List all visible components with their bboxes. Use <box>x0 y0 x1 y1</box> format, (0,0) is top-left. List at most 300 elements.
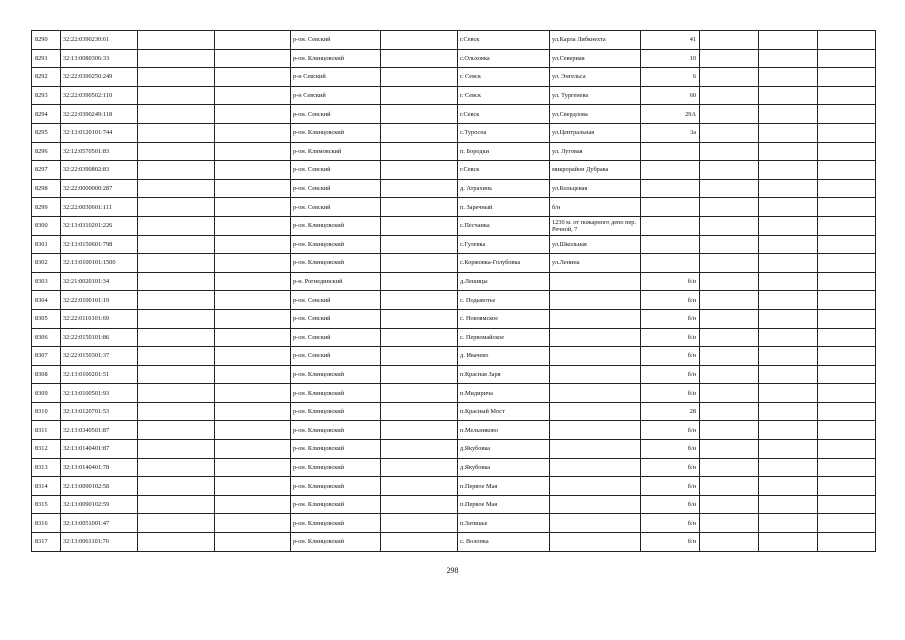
empty-cell <box>759 86 818 105</box>
empty-cell <box>215 533 291 552</box>
district-cell: р-он. Клинцовский <box>291 440 381 459</box>
empty-cell <box>138 179 215 198</box>
district-cell: р-он. Клинцовский <box>291 49 381 68</box>
empty-cell <box>700 161 759 180</box>
empty-cell <box>700 105 759 124</box>
registry-table <box>31 30 876 552</box>
empty-cell <box>381 347 458 366</box>
district-cell: р-он. Клинцовский <box>291 533 381 552</box>
table-row <box>32 142 876 161</box>
empty-cell <box>381 365 458 384</box>
empty-cell <box>818 402 876 421</box>
locality-cell: г.Севск <box>458 161 550 180</box>
empty-cell <box>759 68 818 87</box>
row-number: 8314 <box>32 477 61 496</box>
cadastral-number: 32:22:0390250:249 <box>61 68 138 87</box>
empty-cell <box>138 384 215 403</box>
cadastral-number: 32:22:0030601:111 <box>61 198 138 217</box>
empty-cell <box>381 105 458 124</box>
table-row <box>32 514 876 533</box>
empty-cell <box>759 291 818 310</box>
empty-cell <box>759 402 818 421</box>
district-cell: р-он. Клинцовский <box>291 495 381 514</box>
empty-cell <box>700 179 759 198</box>
empty-cell <box>138 402 215 421</box>
empty-cell <box>759 216 818 235</box>
street-cell <box>550 384 641 403</box>
street-cell: микрорайон Дубрава <box>550 161 641 180</box>
empty-cell <box>700 86 759 105</box>
row-number: 8311 <box>32 421 61 440</box>
district-cell: р-н. Рогнединский <box>291 272 381 291</box>
empty-cell <box>700 514 759 533</box>
locality-cell: с. Первомайское <box>458 328 550 347</box>
empty-cell <box>700 347 759 366</box>
table-row <box>32 235 876 254</box>
empty-cell <box>138 235 215 254</box>
street-cell: ул. Энгельса <box>550 68 641 87</box>
cadastral-number: 32:13:0100201:51 <box>61 365 138 384</box>
row-number: 8306 <box>32 328 61 347</box>
empty-cell <box>818 309 876 328</box>
house-cell: 29А <box>641 105 700 124</box>
empty-cell <box>215 421 291 440</box>
empty-cell <box>759 161 818 180</box>
empty-cell <box>215 142 291 161</box>
empty-cell <box>700 31 759 50</box>
table-row <box>32 86 876 105</box>
empty-cell <box>381 533 458 552</box>
empty-cell <box>138 495 215 514</box>
empty-cell <box>381 421 458 440</box>
house-cell: 10 <box>641 49 700 68</box>
empty-cell <box>381 161 458 180</box>
street-cell: ул.Центральная <box>550 123 641 142</box>
empty-cell <box>818 272 876 291</box>
district-cell: р-он. Севский <box>291 328 381 347</box>
house-cell: б/н <box>641 384 700 403</box>
cadastral-number: 32:13:0090102:59 <box>61 495 138 514</box>
house-cell: б/н <box>641 533 700 552</box>
empty-cell <box>138 365 215 384</box>
district-cell: р-он. Клинцовский <box>291 216 381 235</box>
street-cell <box>550 495 641 514</box>
empty-cell <box>818 198 876 217</box>
row-number: 8302 <box>32 254 61 273</box>
empty-cell <box>759 179 818 198</box>
row-number: 8295 <box>32 123 61 142</box>
locality-cell: п.Красная Заря <box>458 365 550 384</box>
empty-cell <box>818 142 876 161</box>
empty-cell <box>381 68 458 87</box>
locality-cell: с. Волопка <box>458 533 550 552</box>
table-row <box>32 254 876 273</box>
empty-cell <box>381 495 458 514</box>
locality-cell: п.Затишье <box>458 514 550 533</box>
row-number: 8297 <box>32 161 61 180</box>
street-cell <box>550 421 641 440</box>
empty-cell <box>381 216 458 235</box>
empty-cell <box>381 291 458 310</box>
empty-cell <box>381 49 458 68</box>
district-cell: р-он. Клинцовский <box>291 365 381 384</box>
empty-cell <box>215 49 291 68</box>
empty-cell <box>818 347 876 366</box>
empty-cell <box>381 272 458 291</box>
locality-cell: д.Лешицы <box>458 272 550 291</box>
district-cell: р-он. Севский <box>291 198 381 217</box>
empty-cell <box>215 235 291 254</box>
house-cell: 3а <box>641 123 700 142</box>
cadastral-number: 32:22:0100101:19 <box>61 291 138 310</box>
empty-cell <box>215 123 291 142</box>
empty-cell <box>818 440 876 459</box>
empty-cell <box>215 440 291 459</box>
district-cell: р-он. Севский <box>291 161 381 180</box>
locality-cell: г.Севск <box>458 31 550 50</box>
street-cell <box>550 347 641 366</box>
empty-cell <box>818 291 876 310</box>
empty-cell <box>138 440 215 459</box>
district-cell: р-он. Севский <box>291 105 381 124</box>
table-row <box>32 68 876 87</box>
table-row <box>32 179 876 198</box>
street-cell <box>550 477 641 496</box>
house-cell <box>641 254 700 273</box>
row-number: 8313 <box>32 458 61 477</box>
empty-cell <box>818 161 876 180</box>
empty-cell <box>138 31 215 50</box>
empty-cell <box>381 123 458 142</box>
table-row <box>32 458 876 477</box>
locality-cell: с.Песчанка <box>458 216 550 235</box>
house-cell: б/н <box>641 514 700 533</box>
empty-cell <box>215 384 291 403</box>
row-number: 8312 <box>32 440 61 459</box>
empty-cell <box>759 440 818 459</box>
empty-cell <box>700 495 759 514</box>
empty-cell <box>759 421 818 440</box>
empty-cell <box>381 477 458 496</box>
street-cell <box>550 365 641 384</box>
street-cell <box>550 402 641 421</box>
empty-cell <box>138 216 215 235</box>
empty-cell <box>759 514 818 533</box>
empty-cell <box>700 68 759 87</box>
empty-cell <box>138 347 215 366</box>
district-cell: р-он. Севский <box>291 347 381 366</box>
table-row <box>32 105 876 124</box>
street-cell <box>550 533 641 552</box>
house-cell <box>641 142 700 161</box>
empty-cell <box>215 68 291 87</box>
cadastral-number: 32:21:0020101:34 <box>61 272 138 291</box>
district-cell: р-он. Клинцовский <box>291 514 381 533</box>
table-row <box>32 495 876 514</box>
locality-cell: д. Ивачево <box>458 347 550 366</box>
empty-cell <box>818 365 876 384</box>
empty-cell <box>759 123 818 142</box>
empty-cell <box>759 198 818 217</box>
house-cell: б/н <box>641 291 700 310</box>
empty-cell <box>215 31 291 50</box>
empty-cell <box>215 216 291 235</box>
empty-cell <box>759 142 818 161</box>
house-cell: 28 <box>641 402 700 421</box>
house-cell: 41 <box>641 31 700 50</box>
district-cell: р-он. Клинцовский <box>291 477 381 496</box>
street-cell: ул.Свердлова <box>550 105 641 124</box>
locality-cell: п. Заречный <box>458 198 550 217</box>
empty-cell <box>818 477 876 496</box>
empty-cell <box>700 254 759 273</box>
empty-cell <box>818 123 876 142</box>
empty-cell <box>700 458 759 477</box>
empty-cell <box>215 477 291 496</box>
empty-cell <box>818 495 876 514</box>
table-row <box>32 31 876 50</box>
empty-cell <box>700 49 759 68</box>
empty-cell <box>381 402 458 421</box>
street-cell: ул.Северная <box>550 49 641 68</box>
empty-cell <box>818 31 876 50</box>
empty-cell <box>818 179 876 198</box>
empty-cell <box>818 68 876 87</box>
street-cell <box>550 458 641 477</box>
street-cell <box>550 309 641 328</box>
empty-cell <box>215 179 291 198</box>
table-row <box>32 216 876 235</box>
empty-cell <box>138 105 215 124</box>
empty-cell <box>381 142 458 161</box>
empty-cell <box>700 421 759 440</box>
street-cell <box>550 328 641 347</box>
cadastral-number: 32:22:0390802:83 <box>61 161 138 180</box>
cadastral-number: 32:13:0090102:58 <box>61 477 138 496</box>
table-row <box>32 123 876 142</box>
district-cell: р-он. Клинцовский <box>291 235 381 254</box>
empty-cell <box>818 86 876 105</box>
district-cell: р-он. Севский <box>291 179 381 198</box>
empty-cell <box>700 291 759 310</box>
row-number: 8316 <box>32 514 61 533</box>
empty-cell <box>759 533 818 552</box>
row-number: 8293 <box>32 86 61 105</box>
empty-cell <box>381 309 458 328</box>
house-cell: б/н <box>641 272 700 291</box>
table-row <box>32 309 876 328</box>
locality-cell: с.Гулевка <box>458 235 550 254</box>
empty-cell <box>138 309 215 328</box>
street-cell: ул.Школьная <box>550 235 641 254</box>
locality-cell: с.Коржовка-Голубовка <box>458 254 550 273</box>
empty-cell <box>215 402 291 421</box>
house-cell: б/н <box>641 309 700 328</box>
empty-cell <box>700 198 759 217</box>
empty-cell <box>818 105 876 124</box>
row-number: 8303 <box>32 272 61 291</box>
empty-cell <box>138 458 215 477</box>
locality-cell: г. Севск <box>458 86 550 105</box>
cadastral-number: 32:22:0390249:118 <box>61 105 138 124</box>
empty-cell <box>818 421 876 440</box>
house-cell <box>641 235 700 254</box>
table-row <box>32 198 876 217</box>
empty-cell <box>138 86 215 105</box>
row-number: 8317 <box>32 533 61 552</box>
house-cell: б/н <box>641 477 700 496</box>
locality-cell: г.Севск <box>458 105 550 124</box>
house-cell: б/н <box>641 365 700 384</box>
empty-cell <box>138 291 215 310</box>
locality-cell: п.Красный Мост <box>458 402 550 421</box>
row-number: 8298 <box>32 179 61 198</box>
empty-cell <box>759 328 818 347</box>
empty-cell <box>381 514 458 533</box>
empty-cell <box>818 216 876 235</box>
house-cell: б/н <box>641 328 700 347</box>
empty-cell <box>381 198 458 217</box>
district-cell: р-он. Клинцовский <box>291 123 381 142</box>
empty-cell <box>700 272 759 291</box>
empty-cell <box>138 514 215 533</box>
house-cell: б/н <box>641 458 700 477</box>
street-cell <box>550 440 641 459</box>
empty-cell <box>215 86 291 105</box>
house-cell <box>641 161 700 180</box>
empty-cell <box>138 49 215 68</box>
street-cell: ул.Кольцевая <box>550 179 641 198</box>
empty-cell <box>700 402 759 421</box>
locality-cell: д.Якубовка <box>458 458 550 477</box>
cadastral-number: 32:22:0110101:69 <box>61 309 138 328</box>
empty-cell <box>138 272 215 291</box>
empty-cell <box>381 384 458 403</box>
locality-cell: с. Подывотье <box>458 291 550 310</box>
cadastral-number: 32:13:0100101:1500 <box>61 254 138 273</box>
district-cell: р-он. Климовский <box>291 142 381 161</box>
empty-cell <box>759 347 818 366</box>
empty-cell <box>759 458 818 477</box>
table-row <box>32 49 876 68</box>
locality-cell: п.Первое Мая <box>458 477 550 496</box>
house-cell: б/н <box>641 421 700 440</box>
empty-cell <box>700 235 759 254</box>
empty-cell <box>138 533 215 552</box>
locality-cell: г. Севск <box>458 68 550 87</box>
empty-cell <box>381 86 458 105</box>
locality-cell: п.Мельниково <box>458 421 550 440</box>
empty-cell <box>138 477 215 496</box>
table-row <box>32 384 876 403</box>
empty-cell <box>818 235 876 254</box>
empty-cell <box>215 514 291 533</box>
table-row <box>32 347 876 366</box>
empty-cell <box>818 514 876 533</box>
empty-cell <box>759 49 818 68</box>
table-row <box>32 365 876 384</box>
empty-cell <box>759 105 818 124</box>
row-number: 8307 <box>32 347 61 366</box>
house-cell: 6 <box>641 68 700 87</box>
district-cell: р-он. Клинцовский <box>291 421 381 440</box>
empty-cell <box>215 309 291 328</box>
cadastral-number: 32:13:0340501:87 <box>61 421 138 440</box>
table-row <box>32 421 876 440</box>
cadastral-number: 32:22:0390230:61 <box>61 31 138 50</box>
empty-cell <box>818 384 876 403</box>
page-number: 298 <box>446 566 459 575</box>
row-number: 8301 <box>32 235 61 254</box>
empty-cell <box>138 142 215 161</box>
empty-cell <box>818 533 876 552</box>
table-row <box>32 291 876 310</box>
district-cell: р-он. Севский <box>291 291 381 310</box>
cadastral-number: 32:12:0570501:83 <box>61 142 138 161</box>
table-row <box>32 272 876 291</box>
cadastral-number: 32:13:0140401:78 <box>61 458 138 477</box>
street-cell <box>550 291 641 310</box>
row-number: 8315 <box>32 495 61 514</box>
empty-cell <box>759 309 818 328</box>
empty-cell <box>381 458 458 477</box>
district-cell: р-он. Клинцовский <box>291 254 381 273</box>
empty-cell <box>700 384 759 403</box>
empty-cell <box>138 421 215 440</box>
street-cell: ул.Карла Либкнехта <box>550 31 641 50</box>
street-cell: ул. Тургенева <box>550 86 641 105</box>
empty-cell <box>215 198 291 217</box>
empty-cell <box>759 31 818 50</box>
empty-cell <box>700 309 759 328</box>
street-cell <box>550 272 641 291</box>
empty-cell <box>138 161 215 180</box>
house-cell: б/н <box>641 440 700 459</box>
empty-cell <box>700 440 759 459</box>
empty-cell <box>215 254 291 273</box>
row-number: 8309 <box>32 384 61 403</box>
street-cell: ул. Луговая <box>550 142 641 161</box>
empty-cell <box>700 328 759 347</box>
street-cell: 1230 м. от пожарного депо пер. Речной, 7 <box>550 216 641 235</box>
empty-cell <box>215 105 291 124</box>
house-cell <box>641 179 700 198</box>
district-cell: р-он. Клинцовский <box>291 384 381 403</box>
empty-cell <box>700 123 759 142</box>
empty-cell <box>759 495 818 514</box>
street-cell: ул.Ленина <box>550 254 641 273</box>
empty-cell <box>215 347 291 366</box>
cadastral-number: 32:13:0080306:33 <box>61 49 138 68</box>
house-cell <box>641 216 700 235</box>
empty-cell <box>700 142 759 161</box>
cadastral-number: 32:13:0051001:47 <box>61 514 138 533</box>
empty-cell <box>138 68 215 87</box>
empty-cell <box>759 365 818 384</box>
district-cell: р-н Севский <box>291 86 381 105</box>
cadastral-number: 32:22:0150101:86 <box>61 328 138 347</box>
locality-cell: с.Ольховка <box>458 49 550 68</box>
house-cell: 60 <box>641 86 700 105</box>
empty-cell <box>700 216 759 235</box>
table-row <box>32 440 876 459</box>
table-row <box>32 328 876 347</box>
row-number: 8300 <box>32 216 61 235</box>
locality-cell: с. Новоямское <box>458 309 550 328</box>
cadastral-number: 32:22:0150301:37 <box>61 347 138 366</box>
empty-cell <box>381 179 458 198</box>
empty-cell <box>759 384 818 403</box>
